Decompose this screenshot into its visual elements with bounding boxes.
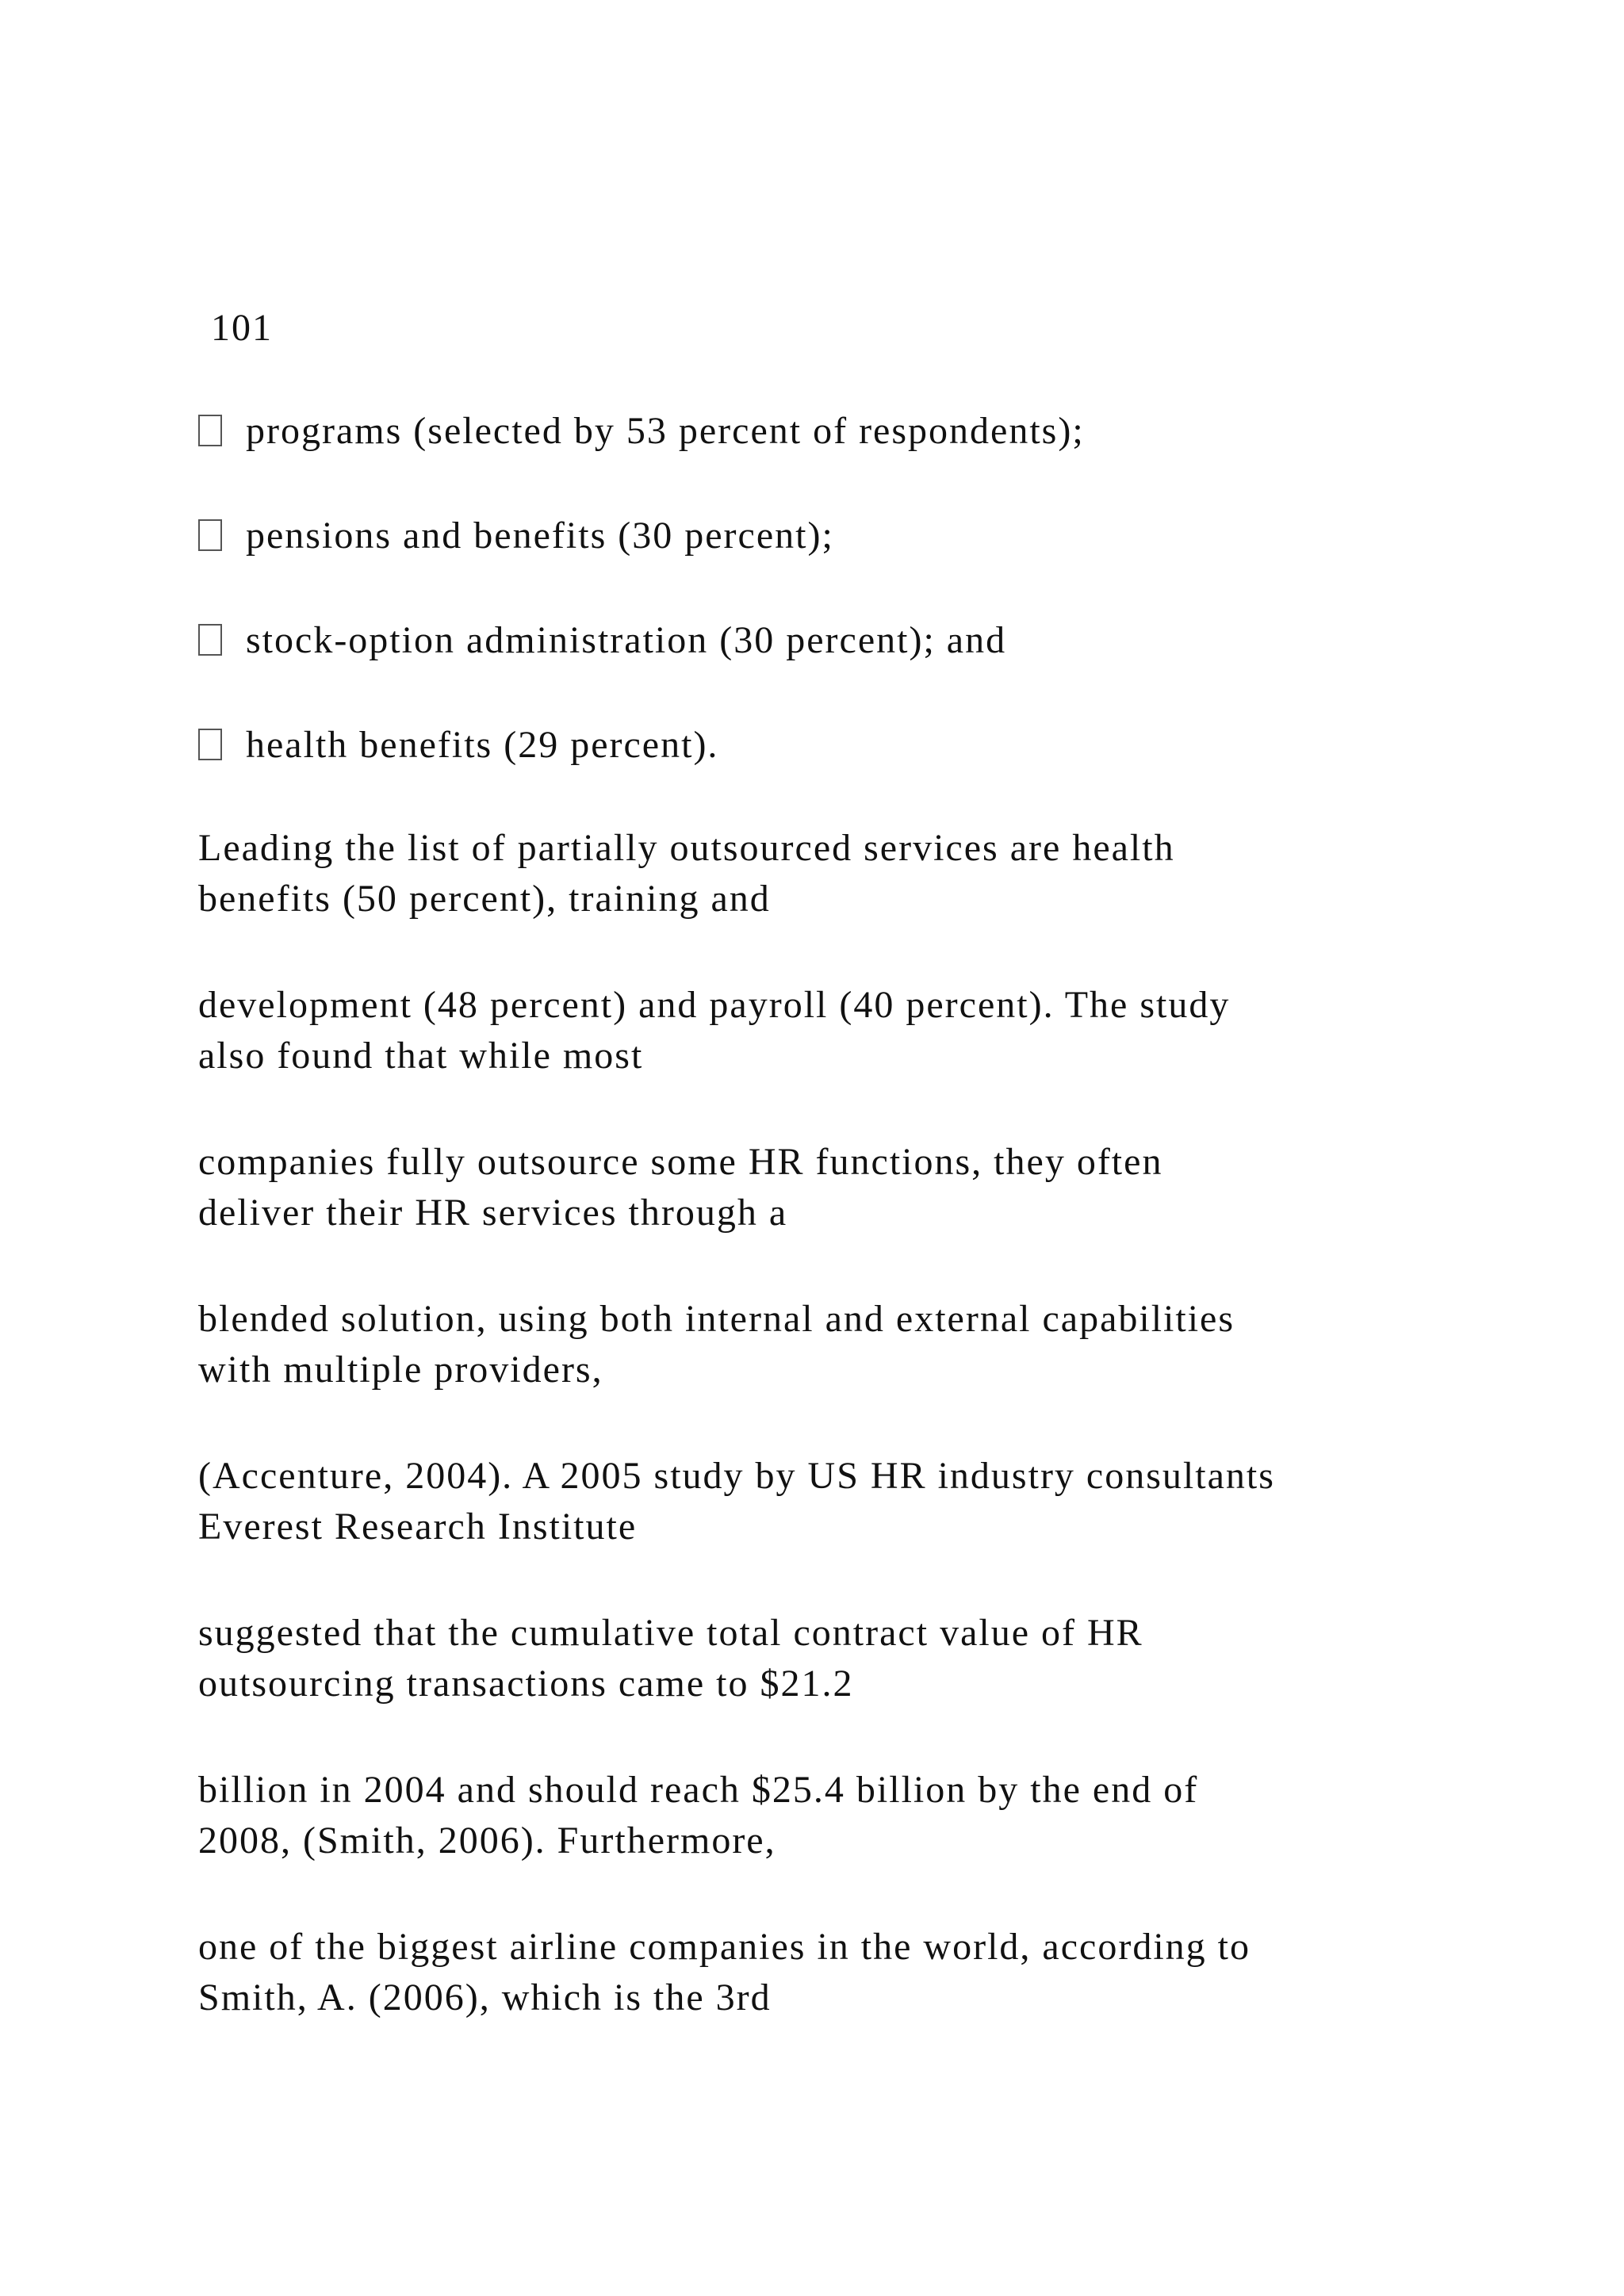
- bullet-text: stock-option administration (30 percent); and: [246, 619, 1007, 661]
- text-line: one of the biggest airline companies in the world, according to: [198, 1926, 1251, 1968]
- text-line: Leading the list of partially outsourced services are health: [198, 827, 1175, 869]
- text-line: development (48 percent) and payroll (40 percent). The study: [198, 984, 1231, 1026]
- bullet-item: [198, 406, 1467, 511]
- bullet-item: [198, 720, 1467, 825]
- paragraph: [198, 1765, 1467, 1922]
- bullet-item: [198, 615, 1467, 720]
- text-line: also found that while most: [198, 1035, 644, 1077]
- checkbox-glyph-icon: [198, 519, 222, 551]
- text-line: blended solution, using both internal and external capabilities: [198, 1298, 1235, 1340]
- text-line: billion in 2004 and should reach $25.4 billion by the end of: [198, 1769, 1199, 1811]
- checkbox-glyph-icon: [198, 729, 222, 760]
- paragraph: [198, 1294, 1467, 1451]
- paragraph: [198, 1608, 1467, 1765]
- bullet-text: programs (selected by 53 percent of respondents);: [246, 410, 1085, 452]
- paragraph: [198, 980, 1467, 1137]
- paragraph: [198, 1451, 1467, 1608]
- text-line: companies fully outsource some HR functions, they often: [198, 1141, 1163, 1183]
- text-line: 2008, (Smith, 2006). Furthermore,: [198, 1820, 776, 1862]
- text-line: outsourcing transactions came to $21.2: [198, 1663, 854, 1705]
- paragraph: [198, 1922, 1467, 2079]
- bullet-text: health benefits (29 percent).: [246, 724, 719, 766]
- paragraph: [198, 823, 1467, 980]
- bullet-text: pensions and benefits (30 percent);: [246, 515, 834, 557]
- bullet-list: [198, 406, 1467, 825]
- text-line: benefits (50 percent), training and: [198, 878, 771, 920]
- page-number: 101: [211, 307, 273, 349]
- text-line: deliver their HR services through a: [198, 1192, 788, 1234]
- bullet-item: [198, 511, 1467, 615]
- checkbox-glyph-icon: [198, 624, 222, 656]
- checkbox-glyph-icon: [198, 415, 222, 446]
- text-line: Everest Research Institute: [198, 1506, 638, 1548]
- text-line: (Accenture, 2004). A 2005 study by US HR industry consultants: [198, 1455, 1275, 1497]
- text-line: Smith, A. (2006), which is the 3rd: [198, 1976, 772, 2019]
- text-line: with multiple providers,: [198, 1349, 603, 1391]
- paragraph: [198, 1137, 1467, 1294]
- body-text: [198, 823, 1467, 2079]
- text-line: suggested that the cumulative total contract value of HR: [198, 1612, 1143, 1654]
